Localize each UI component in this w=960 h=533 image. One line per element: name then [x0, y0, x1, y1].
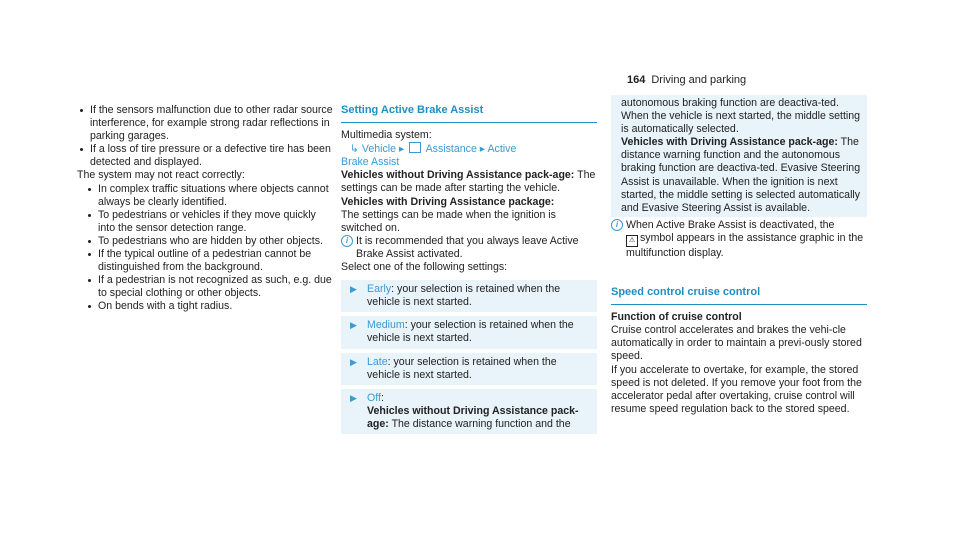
- v2-text: The settings can be made when the ignition is switched on.: [341, 208, 556, 234]
- cont-paragraph: [621, 136, 861, 215]
- path-active: Active: [487, 143, 517, 156]
- car-icon: [409, 142, 421, 153]
- section-title: Speed control cruise control: [611, 286, 867, 305]
- sub-bullet-list: [77, 183, 333, 314]
- info-text: When Active Brake Assist is deactivated, the: [626, 218, 835, 231]
- v2-label: Vehicles with Driving Assistance package:: [341, 195, 555, 208]
- cont-text-2: The distance warning function and the autonomous braking function are deactiva-ted. Evasive Steering Assist is unavailable. When the ignition is next started, the middle setting is selected automatically and Evasive Steering Assist is available.: [621, 136, 861, 214]
- enter-arrow-icon: ↳: [350, 143, 359, 156]
- column-3: [611, 95, 867, 416]
- option-off: [341, 389, 597, 434]
- select-text: Select one of the following settings:: [341, 261, 508, 274]
- path-separator-icon: ▸: [398, 143, 405, 156]
- option-late: [341, 353, 597, 385]
- info-note: [341, 235, 597, 261]
- v1-label: Vehicles without Driving Assistance pack-age:: [341, 169, 575, 182]
- paragraph: Cruise control accelerates and brakes the vehi-cle automatically in order to maintain a previ-ously stored speed.: [611, 324, 862, 363]
- path-vehicle: Vehicle: [361, 143, 397, 156]
- paragraph: If you accelerate to overtake, for example, the stored speed is not deleted. If you remove your foot from the accelerator pedal after overtaking, cruise control will resume speed regulation back to the stored speed.: [611, 363, 862, 415]
- column-2: [341, 104, 597, 438]
- section-name: Driving and parking: [651, 74, 747, 86]
- menu-path: [341, 142, 597, 156]
- path-assistance: Assistance: [425, 143, 477, 156]
- option-name: Early: [367, 283, 392, 296]
- list-item: If a loss of tire pressure or a defective tire has been detected and displayed.: [77, 143, 333, 169]
- cont-text-1: autonomous braking function are deactiva-ted. When the vehicle is next started, the middle setting is automatically selected.: [621, 97, 861, 136]
- info-text-2: symbol appears in the assistance graphic in the multifunction display.: [626, 231, 864, 259]
- list-item: In complex traffic situations where objects cannot always be clearly identified.: [85, 183, 333, 209]
- list-item: On bends with a tight radius.: [85, 300, 333, 313]
- info-text: It is recommended that you always leave Active Brake Assist activated.: [356, 234, 579, 260]
- option-text: : your selection is retained when the vehicle is next started.: [367, 355, 557, 381]
- list-item: If the typical outline of a pedestrian cannot be distinguished from the background.: [85, 248, 333, 274]
- option-medium: [341, 316, 597, 348]
- option-text: : your selection is retained when the vehicle is next started.: [367, 283, 561, 309]
- path-brake-assist: Brake Assist: [341, 156, 400, 169]
- multimedia-label: Multimedia system:: [341, 129, 432, 142]
- option-name: Late: [367, 355, 388, 368]
- page-number: 164: [627, 74, 646, 86]
- info-icon: i: [341, 235, 353, 247]
- option-name: Medium: [367, 319, 405, 332]
- paragraph: The system may not react correctly:: [77, 169, 245, 182]
- path-separator-icon: ▸: [479, 143, 486, 156]
- v1-paragraph: [341, 169, 597, 195]
- v1-text: The settings can be made after starting the vehicle.: [341, 169, 596, 195]
- arrow-icon: ▶: [350, 320, 357, 331]
- arrow-icon: ▶: [350, 284, 357, 295]
- list-item: If the sensors malfunction due to other radar source interference, for example strong radar reflections in parking garages.: [77, 104, 333, 143]
- list-item: To pedestrians or vehicles if they move quickly into the sensor detection range.: [85, 209, 333, 235]
- list-item: If a pedestrian is not recognized as such, e.g. due to special clothing or other objects.: [85, 274, 333, 300]
- arrow-icon: ▶: [350, 356, 357, 367]
- option-name: Off: [367, 391, 381, 404]
- info-icon: i: [611, 219, 623, 231]
- arrow-icon: ▶: [350, 392, 357, 403]
- brake-assist-off-icon: ⚠: [626, 235, 638, 247]
- option-text: :: [380, 391, 384, 404]
- off-label: Vehicles without Driving Assistance pack-age:: [367, 404, 579, 430]
- cont-label: Vehicles with Driving Assistance pack-age:: [621, 136, 838, 149]
- info-note: [611, 219, 867, 260]
- bullet-list: [77, 104, 333, 169]
- column-1: [77, 104, 333, 314]
- option-early: [341, 280, 597, 312]
- off-text: The distance warning function and the: [391, 417, 571, 430]
- page-header: [627, 74, 746, 87]
- option-off-continued: [611, 95, 867, 217]
- option-text: : your selection is retained when the vehicle is next started.: [367, 319, 574, 345]
- section-title: Setting Active Brake Assist: [341, 104, 597, 123]
- list-item: To pedestrians who are hidden by other objects.: [85, 235, 333, 248]
- sub-title: Function of cruise control: [611, 311, 742, 324]
